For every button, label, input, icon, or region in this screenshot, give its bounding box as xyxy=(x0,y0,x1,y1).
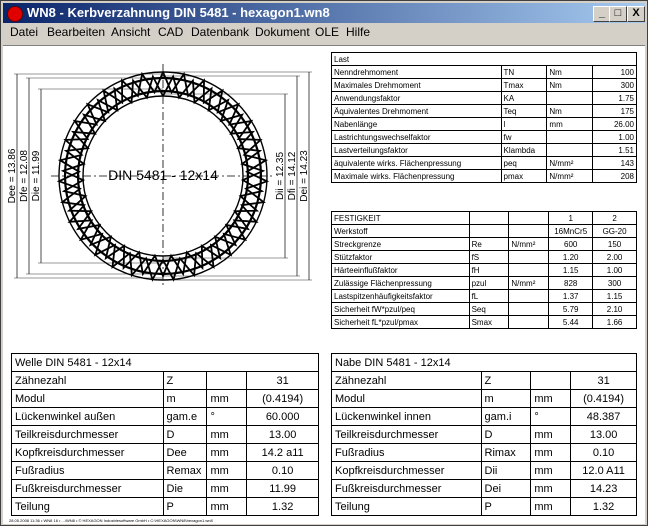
menu-datei[interactable]: Datei xyxy=(10,25,39,39)
dimension-label-left: Dfe = 12.08 xyxy=(19,150,30,202)
app-icon[interactable] xyxy=(7,6,23,22)
nabe-row xyxy=(332,444,637,462)
festigkeit-row xyxy=(332,251,637,264)
nabe-cell: 1.32 xyxy=(571,498,637,516)
festigkeit-cell: Sicherheit fW*pzul/peq xyxy=(332,303,470,316)
festigkeit-header-cell: FESTIGKEIT xyxy=(332,212,470,225)
festigkeit-cell xyxy=(509,225,549,238)
festigkeit-cell: 1.37 xyxy=(549,290,593,303)
menu-ole[interactable]: OLE xyxy=(315,25,340,39)
welle-header: Welle DIN 5481 - 12x14 xyxy=(12,354,319,372)
nabe-cell: Fußradius xyxy=(332,444,482,462)
last-cell: l xyxy=(501,118,547,131)
last-row xyxy=(332,105,637,118)
last-row xyxy=(332,157,637,170)
welle-cell: Z xyxy=(163,372,207,390)
nabe-cell: P xyxy=(481,498,531,516)
festigkeit-cell: fL xyxy=(469,290,509,303)
festigkeit-cell: pzul xyxy=(469,277,509,290)
festigkeit-cell xyxy=(469,225,509,238)
nabe-cell: 0.10 xyxy=(571,444,637,462)
welle-cell: 1.32 xyxy=(247,498,319,516)
minimize-button[interactable]: _ xyxy=(593,6,611,22)
nabe-cell: 12.0 A11 xyxy=(571,462,637,480)
festigkeit-table xyxy=(331,211,637,329)
nabe-cell: mm xyxy=(531,426,571,444)
nabe-row xyxy=(332,498,637,516)
last-cell: TN xyxy=(501,66,547,79)
footer-info: 28.05.2008 11:36 • WN8 16 • ...\WN8 • © HEXAGON Industriesoftware GmbH • C:\HEXAGON\WN8\hexagon1.wn8 xyxy=(9,518,213,523)
festigkeit-header-cell xyxy=(509,212,549,225)
nabe-cell: mm xyxy=(531,390,571,408)
last-cell: 1.00 xyxy=(593,131,637,144)
festigkeit-cell: 1.15 xyxy=(593,290,637,303)
nabe-row xyxy=(332,408,637,426)
welle-row xyxy=(12,408,319,426)
last-cell: N/mm² xyxy=(547,157,593,170)
last-cell: peq xyxy=(501,157,547,170)
festigkeit-cell xyxy=(509,264,549,277)
festigkeit-header-cell: 2 xyxy=(593,212,637,225)
maximize-button[interactable]: □ xyxy=(609,6,627,22)
last-row xyxy=(332,79,637,92)
nabe-cell: Kopfkreisdurchmesser xyxy=(332,462,482,480)
welle-cell: Zähnezahl xyxy=(12,372,164,390)
last-cell: Nabenlänge xyxy=(332,118,502,131)
welle-cell: mm xyxy=(207,480,247,498)
festigkeit-row xyxy=(332,225,637,238)
festigkeit-cell xyxy=(509,251,549,264)
festigkeit-cell: 16MnCr5 xyxy=(549,225,593,238)
festigkeit-cell: Stützfaktor xyxy=(332,251,470,264)
festigkeit-cell xyxy=(509,303,549,316)
nabe-row xyxy=(332,390,637,408)
last-cell xyxy=(547,144,593,157)
nabe-cell: 13.00 xyxy=(571,426,637,444)
festigkeit-cell: fS xyxy=(469,251,509,264)
last-cell: fw xyxy=(501,131,547,144)
welle-cell: 14.2 a11 xyxy=(247,444,319,462)
last-cell: 1.51 xyxy=(593,144,637,157)
welle-cell: P xyxy=(163,498,207,516)
festigkeit-cell: Werkstoff xyxy=(332,225,470,238)
last-row xyxy=(332,144,637,157)
festigkeit-cell: fH xyxy=(469,264,509,277)
welle-cell: Lückenwinkel außen xyxy=(12,408,164,426)
festigkeit-cell: 5.79 xyxy=(549,303,593,316)
last-cell: N/mm² xyxy=(547,170,593,183)
festigkeit-cell: 1.00 xyxy=(593,264,637,277)
festigkeit-cell xyxy=(509,290,549,303)
nabe-cell xyxy=(531,372,571,390)
last-row xyxy=(332,66,637,79)
menu-ansicht[interactable]: Ansicht xyxy=(111,25,151,39)
last-cell: 26.00 xyxy=(593,118,637,131)
nabe-row xyxy=(332,372,637,390)
dimension-label-left: Die = 11.99 xyxy=(31,150,42,202)
nabe-cell: mm xyxy=(531,444,571,462)
last-cell: Lastverteilungsfaktor xyxy=(332,144,502,157)
last-row xyxy=(332,131,637,144)
nabe-cell: Teilung xyxy=(332,498,482,516)
last-cell: 300 xyxy=(593,79,637,92)
welle-row xyxy=(12,444,319,462)
nabe-cell: Teilkreisdurchmesser xyxy=(332,426,482,444)
welle-cell: Fußkreisdurchmesser xyxy=(12,480,164,498)
last-cell: KA xyxy=(501,92,547,105)
welle-cell: 0.10 xyxy=(247,462,319,480)
nabe-cell: Lückenwinkel innen xyxy=(332,408,482,426)
nabe-cell: mm xyxy=(531,480,571,498)
festigkeit-cell: GG-20 xyxy=(593,225,637,238)
festigkeit-cell xyxy=(509,316,549,329)
last-cell: 143 xyxy=(593,157,637,170)
last-cell: äquivalente wirks. Flächenpressung xyxy=(332,157,502,170)
welle-row xyxy=(12,480,319,498)
welle-cell: mm xyxy=(207,444,247,462)
menu-bar xyxy=(3,23,645,42)
spline-drawing xyxy=(3,46,323,336)
last-cell: 175 xyxy=(593,105,637,118)
welle-cell: Remax xyxy=(163,462,207,480)
welle-row xyxy=(12,426,319,444)
welle-cell: Fußradius xyxy=(12,462,164,480)
nabe-cell: gam.i xyxy=(481,408,531,426)
last-row xyxy=(332,170,637,183)
welle-row xyxy=(12,462,319,480)
last-row xyxy=(332,92,637,105)
last-cell: pmax xyxy=(501,170,547,183)
dimension-label-left: Dee = 13.86 xyxy=(7,148,18,204)
last-cell: Anwendungsfaktor xyxy=(332,92,502,105)
festigkeit-cell: Sicherheit fL*pzul/pmax xyxy=(332,316,470,329)
welle-cell: Kopfkreisdurchmesser xyxy=(12,444,164,462)
nabe-table xyxy=(331,353,637,516)
welle-cell: 60.000 xyxy=(247,408,319,426)
nabe-row xyxy=(332,462,637,480)
last-cell xyxy=(547,131,593,144)
welle-row xyxy=(12,372,319,390)
nabe-header: Nabe DIN 5481 - 12x14 xyxy=(332,354,637,372)
festigkeit-cell: Härteeinflußfaktor xyxy=(332,264,470,277)
welle-cell: Dee xyxy=(163,444,207,462)
menu-cad[interactable]: CAD xyxy=(158,25,184,39)
last-cell: Tmax xyxy=(501,79,547,92)
nabe-cell: Fußkreisdurchmesser xyxy=(332,480,482,498)
welle-cell: Teilung xyxy=(12,498,164,516)
festigkeit-row xyxy=(332,264,637,277)
last-cell: Maximales Drehmoment xyxy=(332,79,502,92)
nabe-cell: 31 xyxy=(571,372,637,390)
menu-hilfe[interactable]: Hilfe xyxy=(346,25,371,39)
welle-cell: 31 xyxy=(247,372,319,390)
last-cell: mm xyxy=(547,118,593,131)
welle-cell: 13.00 xyxy=(247,426,319,444)
dimension-label-right: Dfi = 14.12 xyxy=(287,151,298,201)
document-view[interactable] xyxy=(3,45,645,524)
welle-cell: (0.4194) xyxy=(247,390,319,408)
festigkeit-cell: 600 xyxy=(549,238,593,251)
welle-cell: Teilkreisdurchmesser xyxy=(12,426,164,444)
welle-cell: mm xyxy=(207,498,247,516)
last-cell: 208 xyxy=(593,170,637,183)
nabe-cell: mm xyxy=(531,498,571,516)
nabe-cell: Rimax xyxy=(481,444,531,462)
last-header: Last xyxy=(332,53,637,66)
festigkeit-cell: 150 xyxy=(593,238,637,251)
festigkeit-cell: Zulässige Flächenpressung xyxy=(332,277,470,290)
welle-cell: gam.e xyxy=(163,408,207,426)
welle-row xyxy=(12,390,319,408)
menu-bearbeiten[interactable]: Bearbeiten xyxy=(47,25,106,39)
dimension-label-right: Dei = 14.23 xyxy=(299,150,310,202)
festigkeit-row xyxy=(332,277,637,290)
nabe-row xyxy=(332,480,637,498)
last-cell: Nenndrehmoment xyxy=(332,66,502,79)
welle-table xyxy=(11,353,319,516)
close-button[interactable]: X xyxy=(627,6,645,22)
last-cell: 1.75 xyxy=(593,92,637,105)
nabe-cell: m xyxy=(481,390,531,408)
festigkeit-cell: N/mm² xyxy=(509,277,549,290)
festigkeit-cell: 1.66 xyxy=(593,316,637,329)
welle-cell: mm xyxy=(207,390,247,408)
welle-cell: 11.99 xyxy=(247,480,319,498)
last-cell: 100 xyxy=(593,66,637,79)
last-cell: Nm xyxy=(547,79,593,92)
nabe-cell: (0.4194) xyxy=(571,390,637,408)
last-row xyxy=(332,118,637,131)
nabe-row xyxy=(332,426,637,444)
festigkeit-row xyxy=(332,316,637,329)
festigkeit-cell: 2.00 xyxy=(593,251,637,264)
welle-cell: mm xyxy=(207,426,247,444)
festigkeit-header-cell: 1 xyxy=(549,212,593,225)
window-title: WN8 - Kerbverzahnung DIN 5481 - hexagon1.wn8 xyxy=(27,5,330,20)
festigkeit-row xyxy=(332,290,637,303)
last-cell: Klambda xyxy=(501,144,547,157)
nabe-cell: 48.387 xyxy=(571,408,637,426)
festigkeit-cell: N/mm² xyxy=(509,238,549,251)
festigkeit-cell: 1.15 xyxy=(549,264,593,277)
menu-datenbank[interactable]: Datenbank xyxy=(191,25,250,39)
nabe-cell: 14.23 xyxy=(571,480,637,498)
welle-cell: Die xyxy=(163,480,207,498)
welle-cell xyxy=(207,372,247,390)
festigkeit-cell: Lastspitzenhäufigkeitsfaktor xyxy=(332,290,470,303)
festigkeit-cell: Seq xyxy=(469,303,509,316)
last-cell: Nm xyxy=(547,105,593,118)
festigkeit-row xyxy=(332,238,637,251)
nabe-cell: mm xyxy=(531,462,571,480)
nabe-cell: Dii xyxy=(481,462,531,480)
festigkeit-cell: Streckgrenze xyxy=(332,238,470,251)
welle-cell: mm xyxy=(207,462,247,480)
nabe-cell: Dei xyxy=(481,480,531,498)
drawing-label: DIN 5481 - 12x14 xyxy=(108,167,218,183)
last-table xyxy=(331,52,637,183)
nabe-cell: Zähnezahl xyxy=(332,372,482,390)
festigkeit-cell: Re xyxy=(469,238,509,251)
festigkeit-cell: 5.44 xyxy=(549,316,593,329)
last-cell: Teq xyxy=(501,105,547,118)
festigkeit-cell: 828 xyxy=(549,277,593,290)
festigkeit-cell: 300 xyxy=(593,277,637,290)
last-cell: Maximale wirks. Flächenpressung xyxy=(332,170,502,183)
festigkeit-row xyxy=(332,303,637,316)
menu-dokument[interactable]: Dokument xyxy=(255,25,310,39)
festigkeit-cell: Smax xyxy=(469,316,509,329)
welle-cell: D xyxy=(163,426,207,444)
festigkeit-header-cell xyxy=(469,212,509,225)
nabe-cell: ° xyxy=(531,408,571,426)
nabe-cell: Z xyxy=(481,372,531,390)
welle-cell: m xyxy=(163,390,207,408)
festigkeit-cell: 1.20 xyxy=(549,251,593,264)
last-cell: Lastrichtungswechselfaktor xyxy=(332,131,502,144)
nabe-cell: D xyxy=(481,426,531,444)
welle-cell: Modul xyxy=(12,390,164,408)
last-cell xyxy=(547,92,593,105)
title-bar xyxy=(3,3,645,23)
last-cell: Nm xyxy=(547,66,593,79)
dimension-label-right: Dii = 12.35 xyxy=(275,151,286,201)
last-cell: Äquivalentes Drehmoment xyxy=(332,105,502,118)
festigkeit-cell: 2.10 xyxy=(593,303,637,316)
welle-cell: ° xyxy=(207,408,247,426)
nabe-cell: Modul xyxy=(332,390,482,408)
welle-row xyxy=(12,498,319,516)
